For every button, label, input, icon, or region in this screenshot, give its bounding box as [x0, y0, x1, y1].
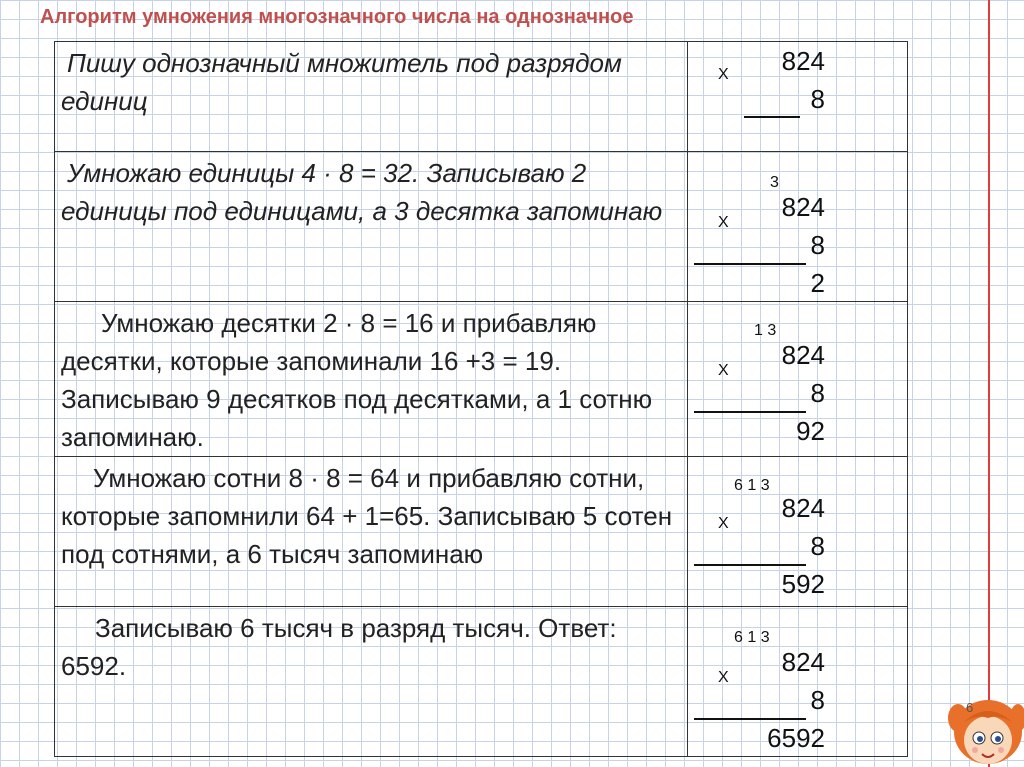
multiplicand: 824	[781, 192, 825, 222]
underline	[694, 718, 806, 720]
algorithm-table	[54, 41, 908, 757]
page-number: 6	[966, 700, 974, 715]
result: 592	[781, 569, 825, 599]
carry-digits: 1 3	[754, 322, 777, 339]
multiplier: 8	[810, 531, 825, 561]
underline	[694, 263, 806, 265]
multiplier: 8	[810, 84, 825, 114]
step-text-cell	[55, 607, 688, 757]
result: 6592	[767, 723, 825, 753]
margin-line	[988, 0, 990, 767]
multiply-sign: Х	[718, 515, 729, 532]
step-text: Записываю 6 тысяч в разряд тысяч. Ответ: 6592.	[61, 613, 617, 681]
step-text: Умножаю сотни 8 · 8 = 64 и прибавляю сотни, которые запомнили 64 + 1=65. Записываю 5 сотен под сотнями, а 6 тысяч запоминаю	[61, 463, 673, 569]
cartoon-girl-icon	[948, 688, 1024, 767]
multiplicand: 824	[781, 340, 825, 370]
table-row	[55, 152, 908, 302]
underline	[694, 564, 806, 566]
calc-cell	[688, 607, 908, 757]
table-row	[55, 42, 908, 152]
step-text: Умножаю десятки 2 · 8 = 16 и прибавляю десятки, которые запоминали 16 +3 = 19. Записываю 9 десятков под десятками, а 1 сотню запоминаю.	[61, 308, 653, 452]
underline	[744, 116, 800, 118]
carry-digits: 6 1 3	[734, 477, 770, 494]
carry-digits: 3	[770, 174, 779, 191]
table-row	[55, 607, 908, 757]
calc-cell	[688, 42, 908, 152]
result: 92	[796, 416, 825, 446]
calc-cell	[688, 457, 908, 607]
result: 2	[810, 268, 825, 298]
step-text-cell	[55, 457, 688, 607]
multiply-sign: Х	[718, 362, 729, 379]
step-text-cell	[55, 152, 688, 302]
step-text-cell	[55, 302, 688, 457]
table-row	[55, 302, 908, 457]
multiplicand: 824	[781, 46, 825, 76]
multiply-sign: Х	[718, 214, 729, 231]
multiplicand: 824	[781, 493, 825, 523]
multiplier: 8	[810, 230, 825, 260]
underline	[694, 411, 806, 413]
multiplicand: 824	[781, 647, 825, 677]
multiply-sign: Х	[718, 669, 729, 686]
multiplier: 8	[810, 378, 825, 408]
carry-digits: 6 1 3	[734, 629, 770, 646]
page-title: Алгоритм умножения многозначного числа на однозначное	[40, 6, 634, 28]
calc-cell	[688, 302, 908, 457]
step-text: Умножаю единицы 4 · 8 = 32. Записываю 2 единицы под единицами, а 3 десятка запоминаю	[61, 158, 663, 226]
step-text: Пишу однозначный множитель под разрядом единиц	[61, 48, 622, 116]
table-row	[55, 457, 908, 607]
multiply-sign: Х	[718, 66, 729, 83]
multiplier: 8	[810, 685, 825, 715]
step-text-cell	[55, 42, 688, 152]
calc-cell	[688, 152, 908, 302]
